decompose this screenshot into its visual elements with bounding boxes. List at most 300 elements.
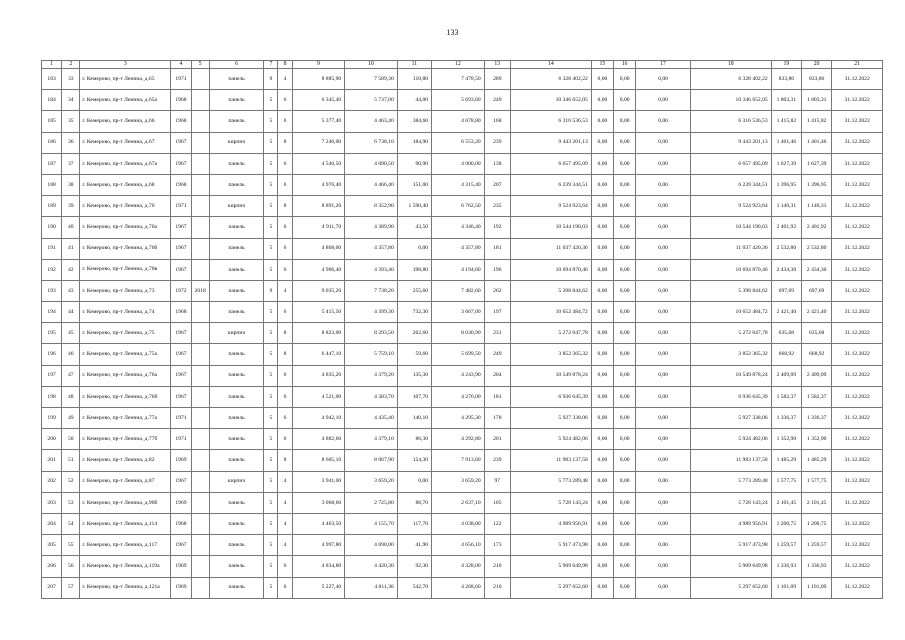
table-cell: 5 297 652,60	[690, 577, 771, 598]
table-cell: 1 140,31	[771, 196, 801, 217]
table-cell: 195	[42, 323, 62, 344]
table-cell: 0,00	[614, 577, 636, 598]
table-cell: 10 694 870,46	[510, 259, 591, 280]
table-cell: 188	[42, 174, 62, 195]
table-row	[42, 408, 883, 429]
table-cell: 47	[62, 365, 80, 386]
table-cell: 203	[42, 492, 62, 513]
address-cell: г. Кемерово, пр-т Ленина, д.75	[80, 323, 171, 344]
table-cell: 0,00	[591, 238, 613, 259]
table-row	[42, 450, 883, 471]
table-cell: 4	[278, 535, 292, 556]
table-cell: 1969	[171, 577, 191, 598]
table-cell: 36	[62, 132, 80, 153]
table-cell: 2 101,45	[802, 492, 832, 513]
table-cell: 0,00	[636, 365, 691, 386]
table-row	[42, 513, 883, 534]
table-cell: 178	[484, 408, 510, 429]
table-row	[42, 90, 883, 111]
table-cell: 0,00	[636, 577, 691, 598]
table-cell: 5 917 473,98	[690, 535, 771, 556]
table-cell: 5	[264, 174, 278, 195]
table-cell: 0,00	[614, 238, 636, 259]
table-cell	[191, 259, 209, 280]
table-cell: 6	[278, 302, 292, 323]
table-cell: 59,60	[397, 344, 431, 365]
address-cell: г. Кемерово, пр-т Ленина, д.66	[80, 111, 171, 132]
table-cell: панель	[209, 513, 264, 534]
table-cell: 184,90	[397, 132, 431, 153]
table-cell: 1 803,31	[771, 90, 801, 111]
table-cell: 31.12.2022	[832, 535, 883, 556]
table-cell: 6 553,20	[432, 132, 485, 153]
table-cell: 6 936 645,39	[510, 386, 591, 407]
table-cell: 186	[42, 132, 62, 153]
table-cell: 8	[278, 344, 292, 365]
table-cell: 0,00	[636, 90, 691, 111]
table-cell: 4 383,70	[345, 386, 398, 407]
table-cell: 4 942,10	[292, 408, 345, 429]
table-cell: 5	[264, 132, 278, 153]
table-header-row	[42, 61, 883, 69]
table-cell: 4 379,10	[345, 429, 398, 450]
table-cell	[191, 556, 209, 577]
table-cell: 0,00	[636, 429, 691, 450]
table-cell: 4 989 956,91	[690, 513, 771, 534]
table-cell: 0,00	[636, 69, 691, 90]
table-cell: 31.12.2022	[832, 323, 883, 344]
table-cell: 0,00	[614, 471, 636, 492]
table-cell: 4 463,40	[345, 111, 398, 132]
table-cell: 1967	[171, 323, 191, 344]
table-cell: 4 194,60	[432, 259, 485, 280]
table-cell: панель	[209, 259, 264, 280]
table-cell: 31.12.2022	[832, 492, 883, 513]
column-number-header: 13	[484, 61, 510, 69]
table-cell: 184	[42, 90, 62, 111]
table-cell: 833,86	[802, 69, 832, 90]
table-cell: 1 627,39	[771, 153, 801, 174]
table-cell: 3 852 365,32	[690, 344, 771, 365]
table-cell	[191, 471, 209, 492]
table-cell: 0,00	[614, 344, 636, 365]
table-cell: 9 443 201,13	[510, 132, 591, 153]
table-cell: 0,00	[591, 90, 613, 111]
address-cell: г. Кемерово, пр-т Ленина, д.73	[80, 280, 171, 301]
table-cell: 201	[484, 429, 510, 450]
table-cell	[191, 450, 209, 471]
table-cell: 0,00	[614, 90, 636, 111]
table-cell: 0,00	[591, 174, 613, 195]
table-cell: 204	[42, 513, 62, 534]
table-cell: 0,00	[636, 259, 691, 280]
table-cell: 4 997,80	[292, 535, 345, 556]
table-cell: 54	[62, 513, 80, 534]
table-cell: 0,00	[636, 196, 691, 217]
table-cell: 10 652 484,72	[690, 302, 771, 323]
table-cell: 196	[42, 344, 62, 365]
table-cell: 31.12.2022	[832, 408, 883, 429]
column-number-header: 6	[209, 61, 264, 69]
table-cell: 4 155,70	[345, 513, 398, 534]
table-cell: 8 885,90	[292, 69, 345, 90]
table-row	[42, 302, 883, 323]
table-cell: 4 292,80	[432, 429, 485, 450]
table-cell: 8	[278, 323, 292, 344]
table-cell: 31.12.2022	[832, 302, 883, 323]
table-cell: 0,00	[614, 323, 636, 344]
table-cell: 1969	[171, 450, 191, 471]
table-cell: 2 409,09	[802, 365, 832, 386]
table-cell: 34	[62, 90, 80, 111]
column-number-header: 8	[278, 61, 292, 69]
table-cell: 0,00	[614, 196, 636, 217]
table-cell: 4 466,40	[345, 174, 398, 195]
table-cell: 31.12.2022	[832, 217, 883, 238]
address-cell: г. Кемерово, пр-т Ленина, д.74	[80, 302, 171, 323]
table-cell: 5 415,50	[292, 302, 345, 323]
table-cell: 10 694 870,46	[690, 259, 771, 280]
address-cell: г. Кемерово, пр-т Ленина, д.121а	[80, 577, 171, 598]
table-cell	[191, 429, 209, 450]
table-cell: 1968	[171, 302, 191, 323]
table-cell: 43	[62, 280, 80, 301]
table-cell: 0,00	[614, 69, 636, 90]
address-cell: г. Кемерово, пр-т Ленина, д.77б	[80, 429, 171, 450]
table-cell: панель	[209, 153, 264, 174]
table-cell: 88,70	[397, 492, 431, 513]
table-cell: 4	[278, 471, 292, 492]
table-cell: 0,00	[591, 259, 613, 280]
table-cell: 0,00	[591, 365, 613, 386]
table-cell: 0,00	[591, 556, 613, 577]
table-cell: 0,00	[591, 577, 613, 598]
table-cell: 110,80	[397, 69, 431, 90]
table-cell: 43,50	[397, 217, 431, 238]
table-cell: 5	[264, 217, 278, 238]
table-cell: 31.12.2022	[832, 471, 883, 492]
table-cell: 668,92	[802, 344, 832, 365]
table-cell: 154,30	[397, 450, 431, 471]
table-cell: 0,00	[636, 344, 691, 365]
table-cell: 5 693,60	[432, 90, 485, 111]
table-cell: 2 421,40	[771, 302, 801, 323]
table-cell: 6	[278, 429, 292, 450]
table-cell: 384,60	[397, 111, 431, 132]
table-cell: панель	[209, 280, 264, 301]
table-cell: 5 728 143,24	[690, 492, 771, 513]
table-row	[42, 196, 883, 217]
table-cell: 7 738,20	[345, 280, 398, 301]
table-cell: 0,00	[591, 323, 613, 344]
table-cell: 173	[484, 535, 510, 556]
table-cell: 4 911,70	[292, 217, 345, 238]
address-cell: г. Кемерово, пр-т Ленина, д.65	[80, 69, 171, 90]
table-cell: 6	[278, 111, 292, 132]
address-cell: г. Кемерово, пр-т Ленина, д.87	[80, 471, 171, 492]
table-cell: 8 352,90	[345, 196, 398, 217]
table-cell: 192	[42, 259, 62, 280]
table-cell: 38	[62, 174, 80, 195]
table-cell: 56	[62, 556, 80, 577]
table-cell: 0,00	[614, 450, 636, 471]
table-cell: 207	[484, 174, 510, 195]
table-cell: 6	[278, 238, 292, 259]
address-cell: г. Кемерово, пр-т Ленина, д.70в	[80, 259, 171, 280]
table-cell: 6	[278, 386, 292, 407]
table-cell: 117,70	[397, 513, 431, 534]
table-cell: 33	[62, 69, 80, 90]
table-cell: 35	[62, 111, 80, 132]
table-cell: 31.12.2022	[832, 344, 883, 365]
table-cell: 181	[484, 238, 510, 259]
table-cell: 635,68	[802, 323, 832, 344]
table-cell: 135,30	[397, 365, 431, 386]
table-cell: 0,00	[591, 69, 613, 90]
table-cell: 0,00	[614, 365, 636, 386]
table-cell: 57	[62, 577, 80, 598]
table-cell: 4 038,00	[432, 513, 485, 534]
table-cell: 9	[264, 280, 278, 301]
table-cell: 204	[484, 365, 510, 386]
table-cell: 86,30	[397, 429, 431, 450]
table-cell: 262,60	[397, 323, 431, 344]
table-cell: 0,00	[591, 408, 613, 429]
table-cell: 5 773 289,48	[690, 471, 771, 492]
table-cell: 0,00	[591, 111, 613, 132]
table-cell: 0,00	[636, 174, 691, 195]
table-cell: 5 398 844,62	[690, 280, 771, 301]
table-cell: 1967	[171, 238, 191, 259]
table-cell: 6 657 495,09	[690, 153, 771, 174]
table-cell: 4 078,80	[432, 111, 485, 132]
table-row	[42, 69, 883, 90]
table-cell: 9 035,20	[292, 280, 345, 301]
table-cell: 4 698,00	[345, 535, 398, 556]
table-cell: 48	[62, 386, 80, 407]
table-cell: 50	[62, 429, 80, 450]
table-cell: 0,00	[591, 492, 613, 513]
table-cell: 31.12.2022	[832, 90, 883, 111]
table-cell: 31.12.2022	[832, 577, 883, 598]
table-cell: 1 101,09	[771, 577, 801, 598]
table-cell: 31.12.2022	[832, 174, 883, 195]
table-row	[42, 492, 883, 513]
table-cell: 1 200,75	[771, 513, 801, 534]
table-cell	[191, 323, 209, 344]
address-cell: г. Кемерово, пр-т Ленина, д.70б	[80, 238, 171, 259]
table-cell: 0,00	[591, 196, 613, 217]
table-row	[42, 471, 883, 492]
table-cell: 31.12.2022	[832, 153, 883, 174]
table-cell: 31.12.2022	[832, 556, 883, 577]
column-number-header: 1	[42, 61, 62, 69]
table-cell: 1971	[171, 408, 191, 429]
column-number-header: 11	[397, 61, 431, 69]
table-cell: 5 297 652,60	[510, 577, 591, 598]
address-cell: г. Кемерово, пр-т Ленина, д.117	[80, 535, 171, 556]
table-cell	[191, 513, 209, 534]
table-cell: 198	[42, 386, 62, 407]
table-cell: 1 352,90	[771, 429, 801, 450]
address-cell: г. Кемерово, пр-т Ленина, д.68	[80, 174, 171, 195]
table-cell: 6 762,50	[432, 196, 485, 217]
table-cell: 1967	[171, 386, 191, 407]
table-cell: панель	[209, 302, 264, 323]
table-cell: 4 268,60	[432, 577, 485, 598]
table-cell: 5 924 482,06	[510, 429, 591, 450]
table-cell: 5	[264, 492, 278, 513]
table-cell: 2 637,10	[432, 492, 485, 513]
table-cell: 4 295,30	[432, 408, 485, 429]
table-cell: 6 345,40	[292, 90, 345, 111]
table-cell: 4 835,20	[292, 365, 345, 386]
table-cell: 6	[278, 153, 292, 174]
table-cell: 4 882,60	[292, 429, 345, 450]
column-number-header: 21	[832, 61, 883, 69]
table-cell: 210	[484, 577, 510, 598]
table-cell	[191, 174, 209, 195]
address-cell: г. Кемерово, пр-т Ленина, д.90б	[80, 492, 171, 513]
table-cell: 49	[62, 408, 80, 429]
table-cell: 192	[484, 217, 510, 238]
table-cell: 635,68	[771, 323, 801, 344]
table-row	[42, 365, 883, 386]
table-cell: 8	[278, 450, 292, 471]
page-number: 133	[446, 28, 459, 37]
table-row	[42, 132, 883, 153]
table-cell: 2 101,45	[771, 492, 801, 513]
table-cell: 97	[484, 471, 510, 492]
table-cell: 190	[42, 217, 62, 238]
table-cell: 140,10	[397, 408, 431, 429]
table-cell: 193	[42, 280, 62, 301]
column-number-header: 5	[191, 61, 209, 69]
table-cell: 5 917 473,98	[510, 535, 591, 556]
table-cell: 5	[264, 259, 278, 280]
table-cell: 4 379,20	[345, 365, 398, 386]
table-row	[42, 344, 883, 365]
table-cell: 2 532,80	[771, 238, 801, 259]
table-cell: 0,00	[591, 280, 613, 301]
address-cell: г. Кемерово, пр-т Ленина, д.67а	[80, 153, 171, 174]
table-cell: 5 773 289,48	[510, 471, 591, 492]
table-cell: 5	[264, 90, 278, 111]
table-cell: 0,00	[397, 471, 431, 492]
table-cell: 5 909 649,98	[690, 556, 771, 577]
table-cell: 4 521,00	[292, 386, 345, 407]
table-cell: 5	[264, 577, 278, 598]
table-cell: 5	[264, 196, 278, 217]
table-cell: 1 336,37	[802, 408, 832, 429]
table-cell: 0,00	[614, 217, 636, 238]
table-cell: 0,00	[636, 535, 691, 556]
table-cell: 1967	[171, 365, 191, 386]
table-cell: 31.12.2022	[832, 238, 883, 259]
table-cell: 5 699,50	[432, 344, 485, 365]
table-cell: 2 401,92	[771, 217, 801, 238]
table-cell: 0,00	[614, 111, 636, 132]
table-cell: 2018	[191, 280, 209, 301]
table-cell: панель	[209, 217, 264, 238]
table-cell: 197	[484, 302, 510, 323]
table-cell: 51	[62, 450, 80, 471]
table-cell: 122	[484, 513, 510, 534]
table-cell: 11 037 420,36	[690, 238, 771, 259]
table-cell: 0,00	[636, 492, 691, 513]
table-cell: 7 246,00	[292, 132, 345, 153]
table-cell: 697,69	[802, 280, 832, 301]
table-cell: 6	[278, 365, 292, 386]
table-cell	[191, 217, 209, 238]
table-cell: 31.12.2022	[832, 429, 883, 450]
table-cell: 197	[42, 365, 62, 386]
table-cell: 0,00	[591, 132, 613, 153]
table-cell: 8 067,90	[345, 450, 398, 471]
table-cell: 2 725,80	[345, 492, 398, 513]
table-cell	[191, 386, 209, 407]
table-cell: 0,00	[636, 408, 691, 429]
table-cell: 3 941,00	[292, 471, 345, 492]
table-row	[42, 556, 883, 577]
table-cell: 181	[484, 386, 510, 407]
table-cell: 8	[278, 132, 292, 153]
table-cell: 46	[62, 344, 80, 365]
table-cell: 1967	[171, 535, 191, 556]
table-cell: 5	[264, 513, 278, 534]
table-cell: 249	[484, 344, 510, 365]
table-cell	[191, 365, 209, 386]
table-cell: 6 316 536,53	[690, 111, 771, 132]
table-cell	[191, 408, 209, 429]
table-cell: 262	[484, 280, 510, 301]
table-cell	[191, 69, 209, 90]
table-row	[42, 280, 883, 301]
table-cell: 206	[42, 556, 62, 577]
table-cell: 0,00	[636, 111, 691, 132]
table-cell: 6	[278, 577, 292, 598]
table-cell: 0,00	[636, 132, 691, 153]
table-cell: 1 336,93	[802, 556, 832, 577]
table-cell: кирпич	[209, 196, 264, 217]
table-cell: 42	[62, 259, 80, 280]
table-cell: 4 315,40	[432, 174, 485, 195]
table-cell: 1969	[171, 492, 191, 513]
table-cell: 1 396,95	[771, 174, 801, 195]
table-cell: 5 272 047,78	[510, 323, 591, 344]
table-cell: 5 272 047,78	[690, 323, 771, 344]
address-cell: г. Кемерово, пр-т Ленина, д.119а	[80, 556, 171, 577]
table-cell: 239	[484, 450, 510, 471]
column-number-header: 15	[591, 61, 613, 69]
address-cell: г. Кемерово, пр-т Ленина, д.114	[80, 513, 171, 534]
table-cell: 5	[264, 153, 278, 174]
table-cell: 0,00	[614, 408, 636, 429]
table-cell: панель	[209, 408, 264, 429]
table-cell: 0,00	[614, 153, 636, 174]
table-cell: 6 328 402,22	[690, 69, 771, 90]
column-number-header: 10	[345, 61, 398, 69]
table-cell: 1967	[171, 217, 191, 238]
table-row	[42, 323, 883, 344]
table-cell: 196	[484, 259, 510, 280]
table-cell: 1 396,95	[802, 174, 832, 195]
table-cell: 1 401,46	[802, 132, 832, 153]
table-cell: 1 259,57	[802, 535, 832, 556]
table-row	[42, 238, 883, 259]
table-cell: 235	[484, 196, 510, 217]
table-cell: 92,30	[397, 556, 431, 577]
